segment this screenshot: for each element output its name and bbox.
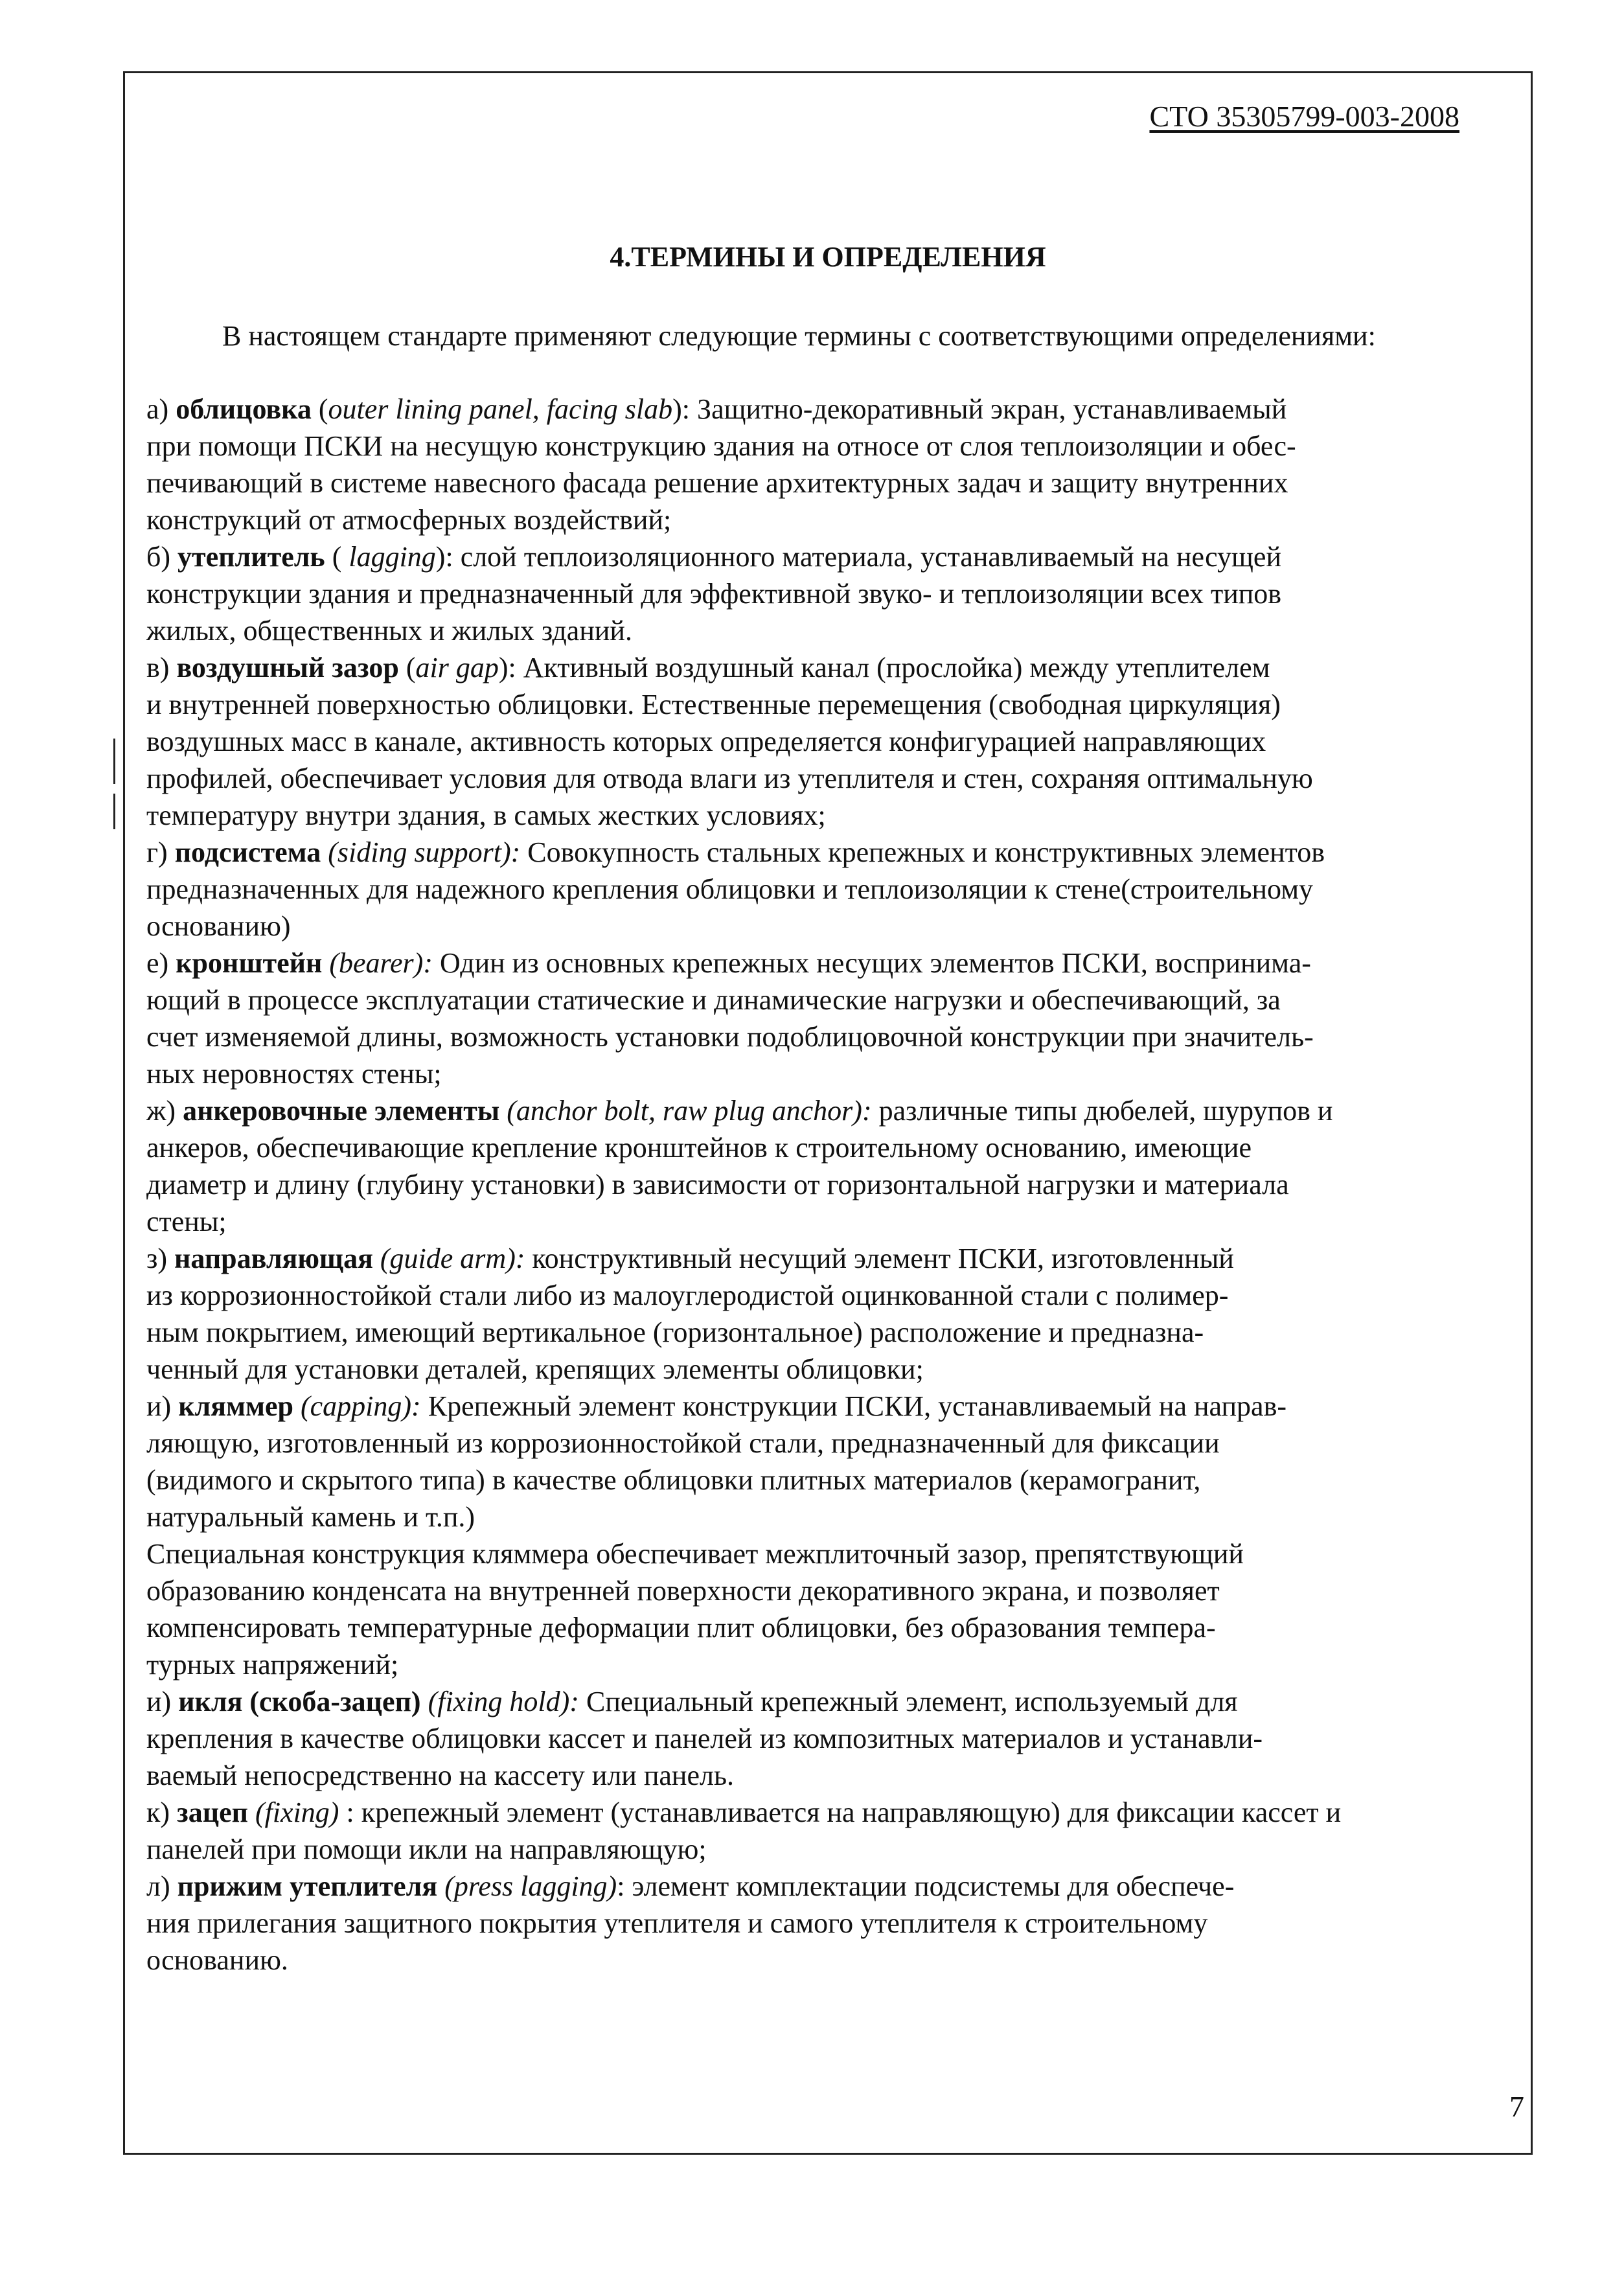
term-first-line — [146, 1683, 1521, 1720]
term-name: направляющая — [174, 1243, 373, 1274]
terms-list — [146, 391, 1521, 1979]
term-definition-line: предназначенных для надежного крепления облицовки и теплоизоляции к стене(строительному — [146, 873, 1314, 905]
term-post-en: ): — [498, 652, 523, 683]
term-entry — [146, 1388, 1521, 1683]
term-definition-line: диаметр и длину (глубину установки) в зависимости от горизонтальной нагрузки и материала — [146, 1169, 1289, 1200]
term-definition-line: при помощи ПСКИ на несущую конструкцию здания на относе от слоя теплоизоляции и обес- — [146, 430, 1296, 462]
term-pre-en — [293, 1390, 301, 1422]
term-definition-line: анкеров, обеспечивающие крепление кронштейнов к строительному основанию, имеющие — [146, 1132, 1252, 1164]
term-post-en — [421, 1390, 428, 1422]
intro-paragraph: В настоящем стандарте применяют следующие термины с соответствующими определениями: — [222, 320, 1376, 352]
term-pre-en — [248, 1796, 255, 1828]
term-definition-start: Активный воздушный канал (прослойка) между утеплителем — [523, 652, 1270, 683]
term-definition-line: ляющую, изготовленный из коррозионностойкой стали, предназначенный для фиксации — [146, 1427, 1220, 1459]
term-first-line — [146, 1794, 1521, 1831]
term-definition-start: конструктивный несущий элемент ПСКИ, изготовленный — [532, 1243, 1234, 1274]
term-entry — [146, 538, 1521, 649]
term-definition-start: Совокупность стальных крепежных и конструктивных элементов — [527, 836, 1325, 868]
term-pre-en — [373, 1243, 380, 1274]
term-definition-line: ния прилегания защитного покрытия утеплителя и самого утеплителя к строительному — [146, 1907, 1208, 1939]
term-definition-start: Специальный крепежный элемент, используемый для — [586, 1686, 1238, 1717]
term-entry — [146, 1240, 1521, 1388]
term-pre-en — [421, 1686, 428, 1717]
term-first-line — [146, 1868, 1521, 1905]
term-first-line — [146, 834, 1521, 871]
page-frame — [123, 71, 1533, 2155]
term-first-line — [146, 391, 1521, 428]
term-definition-line: компенсировать температурные деформации плит облицовки, без образования темпера- — [146, 1612, 1216, 1644]
term-prefix: к) — [146, 1796, 177, 1828]
term-definition-start: различные типы дюбелей, шурупов и — [878, 1095, 1333, 1127]
term-english: (press lagging) — [444, 1870, 617, 1902]
term-name: утеплитель — [177, 541, 325, 573]
term-entry — [146, 1794, 1521, 1868]
term-prefix: г) — [146, 836, 175, 868]
term-definition-line: образованию конденсата на внутренней поверхности декоративного экрана, и позволяет — [146, 1575, 1220, 1607]
term-first-line — [146, 649, 1521, 686]
term-english: outer lining panel, facing slab — [328, 393, 673, 425]
term-english: (siding support): — [328, 836, 521, 868]
term-prefix: е) — [146, 947, 176, 979]
term-definition-line: панелей при помощи икли на направляющую; — [146, 1833, 707, 1865]
term-english: (anchor bolt, raw plug anchor): — [507, 1095, 872, 1127]
term-definition-line: ным покрытием, имеющий вертикальное (горизонтальное) расположение и предназна- — [146, 1316, 1204, 1348]
term-post-en — [872, 1095, 879, 1127]
term-name: прижим утеплителя — [177, 1870, 438, 1902]
term-entry — [146, 391, 1521, 538]
term-definition-line: стены; — [146, 1206, 227, 1237]
term-post-en — [525, 1243, 532, 1274]
term-pre-en: ( — [398, 652, 416, 683]
term-definition-line: конструкции здания и предназначенный для эффективной звуко- и теплоизоляции всех типов — [146, 578, 1282, 610]
term-pre-en: ( — [311, 393, 328, 425]
term-name: облицовка — [176, 393, 312, 425]
term-prefix: л) — [146, 1870, 177, 1902]
term-english: lagging — [349, 541, 436, 573]
term-definition-line: температуру внутри здания, в самых жестких условиях; — [146, 799, 826, 831]
term-definition-line: конструкций от атмосферных воздействий; — [146, 504, 672, 536]
term-name: кляммер — [178, 1390, 293, 1422]
term-definition-line: ваемый непосредственно на кассету или панель. — [146, 1760, 735, 1791]
term-first-line — [146, 1092, 1521, 1129]
term-definition-line: печивающий в системе навесного фасада решение архитектурных задач и защиту внутренних — [146, 467, 1288, 499]
term-entry — [146, 945, 1521, 1092]
term-entry — [146, 1683, 1521, 1794]
section-title: 4.ТЕРМИНЫ И ОПРЕДЕЛЕНИЯ — [610, 241, 1046, 273]
term-post-en — [579, 1686, 586, 1717]
term-definition-start: элемент комплектации подсистемы для обеспече- — [632, 1870, 1235, 1902]
term-entry — [146, 1868, 1521, 1979]
term-post-en: : — [617, 1870, 632, 1902]
term-english: (bearer): — [329, 947, 433, 979]
term-english: air gap — [415, 652, 499, 683]
term-pre-en — [499, 1095, 507, 1127]
term-definition-line: счет изменяемой длины, возможность установки подоблицовочной конструкции при значитель- — [146, 1021, 1314, 1053]
term-entry — [146, 649, 1521, 834]
term-definition-line: и внутренней поверхностью облицовки. Естественные перемещения (свободная циркуляция) — [146, 689, 1281, 720]
term-first-line — [146, 538, 1521, 575]
term-definition-start: слой теплоизоляционного материала, устанавливаемый на несущей — [460, 541, 1282, 573]
term-english: (guide arm): — [380, 1243, 525, 1274]
term-prefix: ж) — [146, 1095, 183, 1127]
document-code: СТО 35305799-003-2008 — [1149, 100, 1459, 133]
term-pre-en — [321, 836, 328, 868]
term-prefix: б) — [146, 541, 178, 573]
page-number: 7 — [1509, 2090, 1524, 2123]
term-definition-start: крепежный элемент (устанавливается на направляющую) для фиксации кассет и — [361, 1796, 1342, 1828]
term-first-line — [146, 1240, 1521, 1277]
term-pre-en: ( — [325, 541, 349, 573]
term-definition-start: Крепежный элемент конструкции ПСКИ, устанавливаемый на направ- — [428, 1390, 1287, 1422]
term-prefix: и) — [146, 1686, 179, 1717]
term-definition-start: Защитно-декоративный экран, устанавливаемый — [697, 393, 1287, 425]
margin-mark — [113, 739, 115, 784]
term-post-en: ): — [672, 393, 698, 425]
term-prefix: и) — [146, 1390, 179, 1422]
term-prefix: а) — [146, 393, 176, 425]
term-post-en — [520, 836, 527, 868]
term-entry — [146, 834, 1521, 945]
term-definition-line: ющий в процессе эксплуатации статические и динамические нагрузки и обеспечивающий, за — [146, 984, 1281, 1016]
term-pre-en — [322, 947, 329, 979]
term-prefix: в) — [146, 652, 177, 683]
term-definition-start: Один из основных крепежных несущих элементов ПСКИ, воспринима- — [440, 947, 1311, 979]
term-definition-line: ных неровностях стены; — [146, 1058, 442, 1090]
term-definition-line: турных напряжений; — [146, 1649, 399, 1681]
term-first-line — [146, 1388, 1521, 1425]
term-name: икля (скоба-зацеп) — [178, 1686, 421, 1717]
term-definition-line: основанию. — [146, 1944, 288, 1976]
term-name: подсистема — [174, 836, 321, 868]
term-name: зацеп — [177, 1796, 248, 1828]
term-entry — [146, 1092, 1521, 1240]
term-definition-line: воздушных масс в канале, активность которых определяется конфигурацией направляющих — [146, 726, 1266, 757]
term-post-en: ): — [435, 541, 461, 573]
term-definition-line: основанию) — [146, 910, 291, 942]
term-name: воздушный зазор — [176, 652, 399, 683]
term-definition-line: ченный для установки деталей, крепящих элементы облицовки; — [146, 1353, 924, 1385]
term-definition-line: натуральный камень и т.п.) — [146, 1501, 475, 1533]
term-english: (fixing hold): — [428, 1686, 579, 1717]
term-english: (fixing) — [255, 1796, 339, 1828]
term-prefix: з) — [146, 1243, 175, 1274]
term-definition-line: крепления в качестве облицовки кассет и панелей из композитных материалов и устанавли- — [146, 1723, 1263, 1754]
term-first-line — [146, 945, 1521, 981]
term-post-en: : — [339, 1796, 361, 1828]
term-pre-en — [437, 1870, 444, 1902]
term-post-en — [433, 947, 440, 979]
term-definition-line: из коррозионностойкой стали либо из малоуглеродистой оцинкованной стали с полимер- — [146, 1279, 1229, 1311]
term-english: (capping): — [301, 1390, 421, 1422]
term-definition-line: (видимого и скрытого типа) в качестве облицовки плитных материалов (керамогранит, — [146, 1464, 1201, 1496]
term-definition-line: профилей, обеспечивает условия для отвода влаги из утеплителя и стен, сохраняя оптимальную — [146, 763, 1313, 794]
term-name: анкеровочные элементы — [183, 1095, 500, 1127]
term-definition-line: Специальная конструкция кляммера обеспечивает межплиточный зазор, препятствующий — [146, 1538, 1244, 1570]
term-definition-line: жилых, общественных и жилых зданий. — [146, 615, 632, 647]
margin-mark — [113, 794, 115, 829]
term-name: кронштейн — [176, 947, 323, 979]
